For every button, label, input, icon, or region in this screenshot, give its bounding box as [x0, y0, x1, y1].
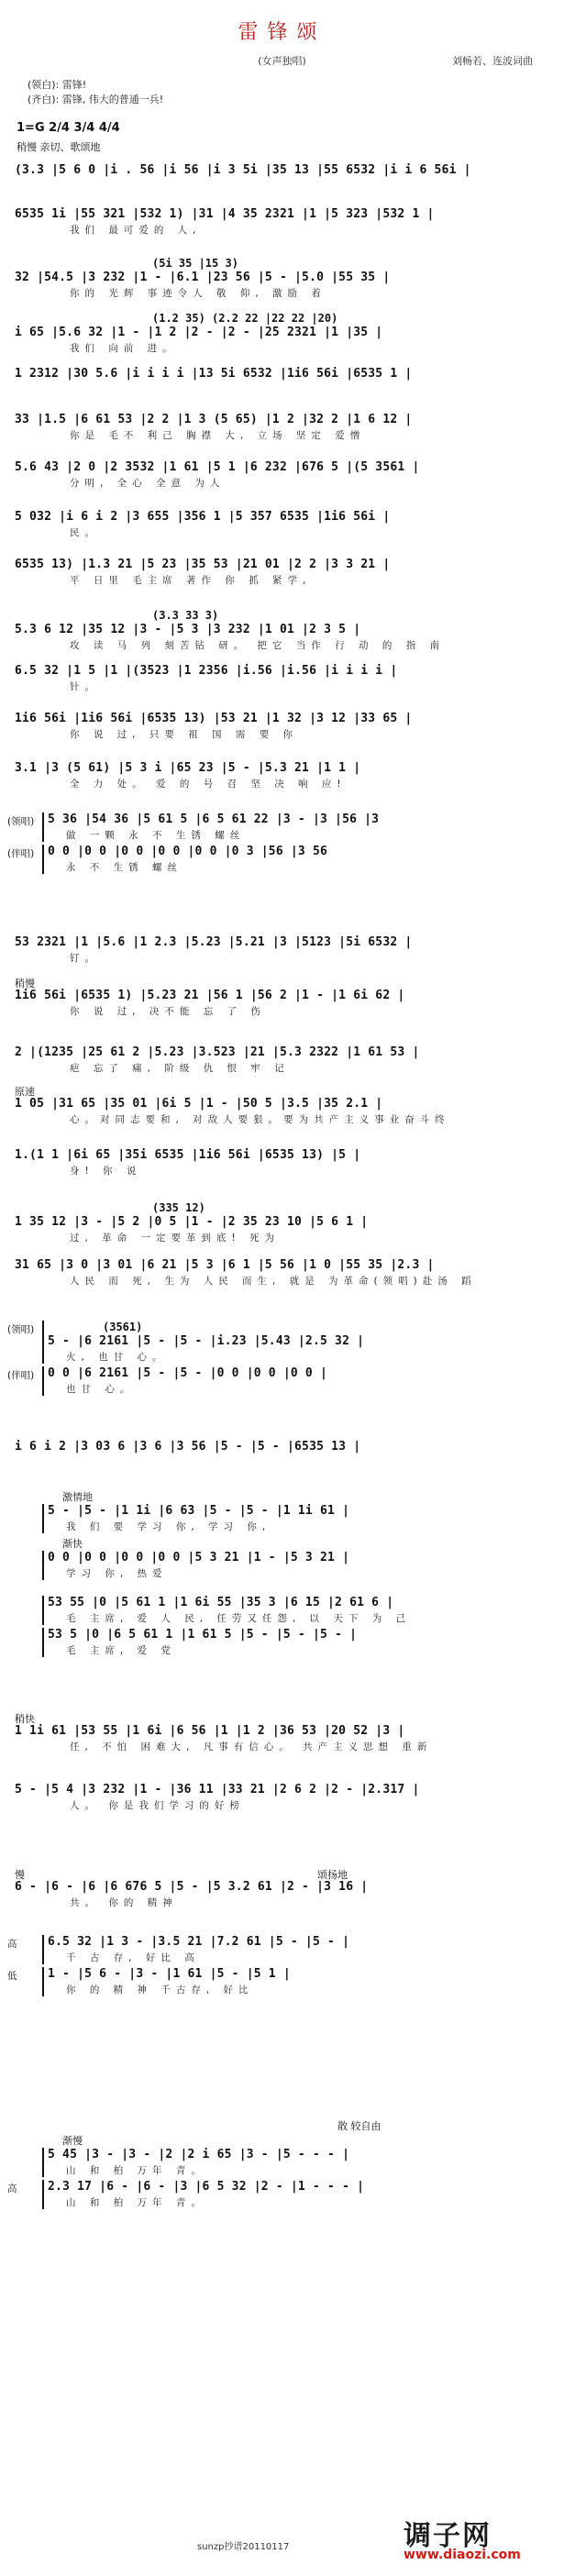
part-row — [7, 2180, 556, 2209]
jianpu-notes: 1 35 12 |3 - |5 2 |0 5 |1 - |2 35 23 10 |5 6 1 | — [15, 1215, 369, 1229]
notation-line — [15, 460, 556, 490]
lyric-line: 心。对同志要和, 对敌人要狠。要为共产主义事业奋斗终 — [70, 1114, 450, 1125]
lyric-line: 你 说 过, 只要 祖 国 需 要 你 — [70, 729, 299, 740]
lyric-line: 你的 光辉 事迹令人 敬 仰, 激励 着 — [70, 288, 326, 299]
notation-line — [15, 510, 556, 539]
intro-line-2: (齐白): 雷锋, 伟大的普通一兵! — [28, 94, 164, 105]
expression-mark: 稍慢 — [15, 978, 35, 989]
jianpu-notes: 53 55 |0 |5 61 1 |1 6i 55 |35 3 |6 15 |2 61 6 | — [48, 1596, 394, 1609]
part-body — [42, 1551, 556, 1580]
notation-line — [15, 935, 556, 965]
expression-mark: 散 较自由 — [337, 2120, 382, 2132]
lyric-line: 学习 你, 热爱 — [66, 1568, 168, 1579]
lyric-line: 永 不 生锈 螺丝 — [66, 862, 183, 873]
jianpu-notes: 6 - |6 - |6 |6 676 5 |5 - |5 3.2 61 |2 - |3 16 | — [15, 1880, 369, 1894]
jianpu-notes: 31 65 |3 0 |3 01 |6 21 |5 3 |6 1 |5 56 |1 0 |55 35 |2.3 | — [15, 1258, 435, 1272]
lyric-line: 全 力 处。 爱 的 号 召 坚 决 响 应! — [70, 779, 347, 790]
accompaniment-notes: (335 12) — [152, 1201, 205, 1214]
part-body — [42, 2148, 556, 2177]
lyric-line: 民。 — [70, 527, 100, 538]
jianpu-notes: 1 - |5 6 - |3 - |1 61 |5 - |5 1 | — [48, 1967, 291, 1981]
lyric-line: 千 古 存, 好比 高 — [66, 1952, 200, 1963]
part-body — [42, 1628, 556, 1657]
lyric-line: 你 说 过, 决不能 忘 了 伤 — [70, 1006, 266, 1017]
lyric-line: 共。 你的 精神 — [70, 1897, 178, 1908]
part-label — [7, 1551, 42, 1553]
part-system — [7, 813, 556, 877]
part-body — [42, 1321, 556, 1364]
part-system — [7, 1596, 556, 1660]
expression-mark: 渐快 — [62, 1538, 83, 1550]
lyric-line: 山 和 柏 万年 青。 — [66, 2197, 206, 2208]
jianpu-notes: 5 - |6 2161 |5 - |5 - |i.23 |5.43 |2.5 32 | — [48, 1334, 365, 1348]
lyric-line: 我们 向前 进。 — [70, 343, 178, 354]
notation-line — [15, 413, 556, 442]
lyric-line: 做 一颗 永 不 生锈 螺丝 — [66, 830, 246, 841]
part-label: (伴唱) — [7, 848, 35, 859]
lyric-line: 疤 忘了 痛, 阶级 仇 恨 牢 记 — [70, 1063, 290, 1074]
notation-line — [15, 367, 556, 382]
lyric-line: 人民 而 死, 生为 人民 而生, 就是 为革命(领唱)赴汤 蹈 — [70, 1276, 477, 1287]
part-body — [42, 1596, 556, 1625]
lyric-line: 任, 不怕 困难大, 凡事有信心。 共产主义思想 重新 — [70, 1741, 433, 1752]
site-watermark: 调子网 — [404, 2520, 492, 2552]
lyric-line: 钉。 — [70, 953, 100, 964]
lyric-line: 毛 主席, 爱 人 民, 任劳又任怨, 以 天下 为 己 — [66, 1613, 412, 1624]
jianpu-notes: 6.5 32 |1 3 - |3.5 21 |7.2 61 |5 - |5 - | — [48, 1935, 350, 1949]
notation-line — [15, 1258, 556, 1288]
notation-line — [15, 1148, 556, 1177]
part-system — [7, 2118, 556, 2212]
lyric-line: 我 们 要 学习 你, 学习 你, — [66, 1521, 271, 1532]
notation-line — [15, 664, 556, 693]
notation-line — [15, 1440, 556, 1455]
part-label — [7, 1504, 42, 1506]
song-title: 雷锋颂 — [238, 21, 326, 44]
song-subtitle: (女声独唱) — [258, 55, 306, 67]
part-body — [42, 1967, 556, 1996]
lyric-line: 过, 革命 一定要革到底! 死为 — [70, 1233, 281, 1244]
jianpu-notes: 2 |(1235 |25 61 2 |5.23 |3.523 |21 |5.3 2322 |1 61 53 | — [15, 1045, 420, 1059]
part-row — [7, 1551, 556, 1580]
jianpu-notes: 5 36 |54 36 |5 61 5 |6 5 61 22 |3 - |3 |56 |3 — [48, 813, 380, 826]
notation-line — [15, 978, 556, 1018]
jianpu-notes: 6535 13) |1.3 21 |5 23 |35 53 |21 01 |2 2 |3 3 21 | — [15, 558, 391, 571]
composer-credit: 刘畅若、连波词曲 — [452, 55, 533, 67]
jianpu-notes: 0 0 |0 0 |0 0 |0 0 |5 3 21 |1 - |5 3 21 | — [48, 1551, 350, 1564]
part-body — [42, 1366, 556, 1396]
part-system — [7, 1935, 556, 1999]
part-label: (领唱) — [7, 816, 35, 827]
lyric-line: 分明, 全心 全意 为人 — [70, 478, 226, 489]
part-body — [42, 1504, 556, 1533]
part-row — [7, 2148, 556, 2177]
notation-line — [15, 1869, 556, 1909]
lyric-line: 攻 读 马 列 刻苦钻 研。 把它 当作 行 动 的 指 南 — [70, 640, 446, 651]
lyric-line: 毛 主席, 爱 党 — [66, 1645, 176, 1656]
notation-line — [15, 712, 556, 741]
expression-mark: 激情地 — [62, 1491, 93, 1503]
part-row — [7, 813, 556, 842]
jianpu-notes: 0 0 |6 2161 |5 - |5 - |0 0 |0 0 |0 0 | — [48, 1366, 328, 1380]
part-row — [7, 1504, 556, 1533]
jianpu-notes: 1 1i 61 |53 55 |1 6i |6 56 |1 |1 2 |36 53 |20 52 |3 | — [15, 1724, 405, 1738]
lyric-line: 身! 你 说 — [70, 1166, 142, 1177]
part-label: (领唱) — [7, 1324, 35, 1335]
part-body — [42, 1935, 556, 1964]
part-system — [7, 1489, 556, 1583]
part-row — [7, 1366, 556, 1396]
transcriber-credit: sunzp抄谱20110117 — [197, 2542, 290, 2552]
jianpu-notes: 1 2312 |30 5.6 |i i i i |13 5i 6532 |1i6 56i |6535 1 | — [15, 367, 413, 381]
part-row — [7, 1321, 556, 1364]
notation-line — [15, 1045, 556, 1075]
jianpu-notes: 6.5 32 |1 5 |1 |(3523 |1 2356 |i.56 |i.56 |i i i i | — [15, 664, 398, 678]
part-label — [7, 2148, 42, 2150]
lyric-line: 也甘 心。 — [66, 1384, 136, 1395]
jianpu-notes: 6535 1i |55 321 |532 1) |31 |4 35 2321 |1 |5 323 |532 1 | — [15, 207, 435, 221]
part-body — [42, 845, 556, 874]
part-row — [7, 1596, 556, 1625]
jianpu-notes: (3.3 |5 6 0 |i . 56 |i 56 |i 3 5i |35 13 |55 6532 |i i 6 56i | — [15, 163, 471, 177]
jianpu-notes: 53 5 |0 |6 5 61 1 |1 61 5 |5 - |5 - |5 - | — [48, 1628, 358, 1642]
accompaniment-notes: (5i 35 |15 3) — [152, 257, 238, 270]
expression-mark: 渐慢 — [62, 2135, 83, 2147]
site-watermark-url: www.diaozi.com — [404, 2548, 521, 2562]
notation-line — [15, 1783, 556, 1812]
lyric-line: 针。 — [70, 681, 100, 692]
jianpu-notes: 5 - |5 4 |3 232 |1 - |36 11 |33 21 |2 6 2 |2 - |2.317 | — [15, 1783, 420, 1797]
jianpu-notes: 5 - |5 - |1 1i |6 63 |5 - |5 - |1 1i 61 | — [48, 1504, 350, 1518]
part-label — [7, 1628, 42, 1630]
jianpu-notes: i 6 i 2 |3 03 6 |3 6 |3 56 |5 - |5 - |6535 13 | — [15, 1440, 361, 1454]
notation-line — [15, 1713, 556, 1753]
jianpu-notes: 32 |54.5 |3 232 |1 - |6.1 |23 56 |5 - |5.0 |55 35 | — [15, 271, 391, 284]
part-label: (伴唱) — [7, 1370, 35, 1381]
accompaniment-notes: (1.2 35) (2.2 22 |22 22 |20) — [152, 312, 338, 325]
jianpu-notes: 5 032 |i 6 i 2 |3 655 |356 1 |5 357 6535 |1i6 56i | — [15, 510, 391, 524]
jianpu-notes: 5.3 6 12 |35 12 |3 - |5 3 |3 232 |1 01 |2 3 5 | — [15, 623, 361, 636]
notation-line — [15, 312, 556, 355]
part-label — [7, 1596, 42, 1598]
part-label: 高 — [7, 2184, 17, 2195]
part-body — [42, 813, 556, 842]
jianpu-notes: i 65 |5.6 32 |1 - |1 2 |2 - |2 - |25 2321 |1 |35 | — [15, 326, 383, 339]
jianpu-notes: 3.1 |3 (5 61) |5 3 i |65 23 |5 - |5.3 21 |1 1 | — [15, 761, 361, 775]
lyric-line: 你 的 精 神 千古存, 好比 — [66, 1985, 254, 1996]
jianpu-notes: 5.6 43 |2 0 |2 3532 |1 61 |5 1 |6 232 |676 5 |(5 3561 | — [15, 460, 420, 474]
jianpu-notes: 1i6 56i |1i6 56i |6535 13) |53 21 |1 32 |3 12 |33 65 | — [15, 712, 413, 725]
accompaniment-notes: (3561) — [103, 1321, 143, 1333]
notation-line — [15, 257, 556, 300]
jianpu-notes: 33 |1.5 |6 61 53 |2 2 |1 3 (5 65) |1 2 |32 2 |1 6 12 | — [15, 413, 413, 426]
part-row — [7, 1935, 556, 1964]
lyric-line: 平 日里 毛主席 著作 你 抓 紧学, — [70, 575, 312, 586]
jianpu-notes: 53 2321 |1 |5.6 |1 2.3 |5.23 |5.21 |3 |5123 |5i 6532 | — [15, 935, 413, 949]
notation-line — [15, 1201, 556, 1244]
notation-line — [15, 558, 556, 587]
notation-line — [15, 1086, 556, 1126]
part-body — [42, 2180, 556, 2209]
intro-line-1: (领白): 雷锋! — [28, 79, 87, 91]
expression-mark: 稍快 — [15, 1713, 35, 1725]
expression-mark: 颂扬地 — [317, 1869, 348, 1881]
lyric-line: 人。 你是我们学习的好榜 — [70, 1800, 245, 1811]
jianpu-notes: 1.(1 1 |6i 65 |35i 6535 |1i6 56i |6535 13) |5 | — [15, 1148, 361, 1162]
notation-line — [15, 163, 556, 179]
jianpu-notes: 0 0 |0 0 |0 0 |0 0 |0 0 |0 3 |56 |3 56 — [48, 845, 328, 858]
notation-line — [15, 761, 556, 790]
part-label: 低 — [7, 1971, 17, 1982]
lyric-line: 山 和 柏 万年 青。 — [66, 2165, 206, 2176]
part-row — [7, 845, 556, 874]
part-row — [7, 1967, 556, 1996]
part-row — [7, 1628, 556, 1657]
key-signature: 1=G 2/4 3/4 4/4 — [17, 121, 120, 135]
notation-line — [15, 609, 556, 652]
expression-mark: 原速 — [15, 1086, 35, 1098]
notation-line — [15, 207, 556, 237]
jianpu-notes: 2.3 17 |6 - |6 - |3 |6 5 32 |2 - |1 - - - | — [48, 2180, 365, 2194]
lyric-line: 你是 毛不 利己 胸襟 大, 立场 坚定 爱憎 — [70, 430, 366, 441]
part-system — [7, 1321, 556, 1399]
lyric-line: 火, 也甘 心。 — [66, 1352, 168, 1363]
tempo-marking: 稍慢 亲切、歌颂地 — [17, 141, 101, 153]
accompaniment-notes: (3.3 33 3) — [152, 609, 219, 622]
part-label: 高 — [7, 1939, 17, 1950]
jianpu-notes: 5 45 |3 - |3 - |2 |2 i 65 |3 - |5 - - - | — [48, 2148, 350, 2161]
expression-mark: 慢 — [15, 1869, 25, 1881]
jianpu-notes: 1i6 56i |6535 1) |5.23 21 |56 1 |56 2 |1 - |1 6i 62 | — [15, 989, 405, 1002]
lyric-line: 我们 最可爱的 人, — [70, 225, 202, 236]
jianpu-notes: 1 05 |31 65 |35 01 |6i 5 |1 - |50 5 |3.5 |35 2.1 | — [15, 1097, 383, 1111]
